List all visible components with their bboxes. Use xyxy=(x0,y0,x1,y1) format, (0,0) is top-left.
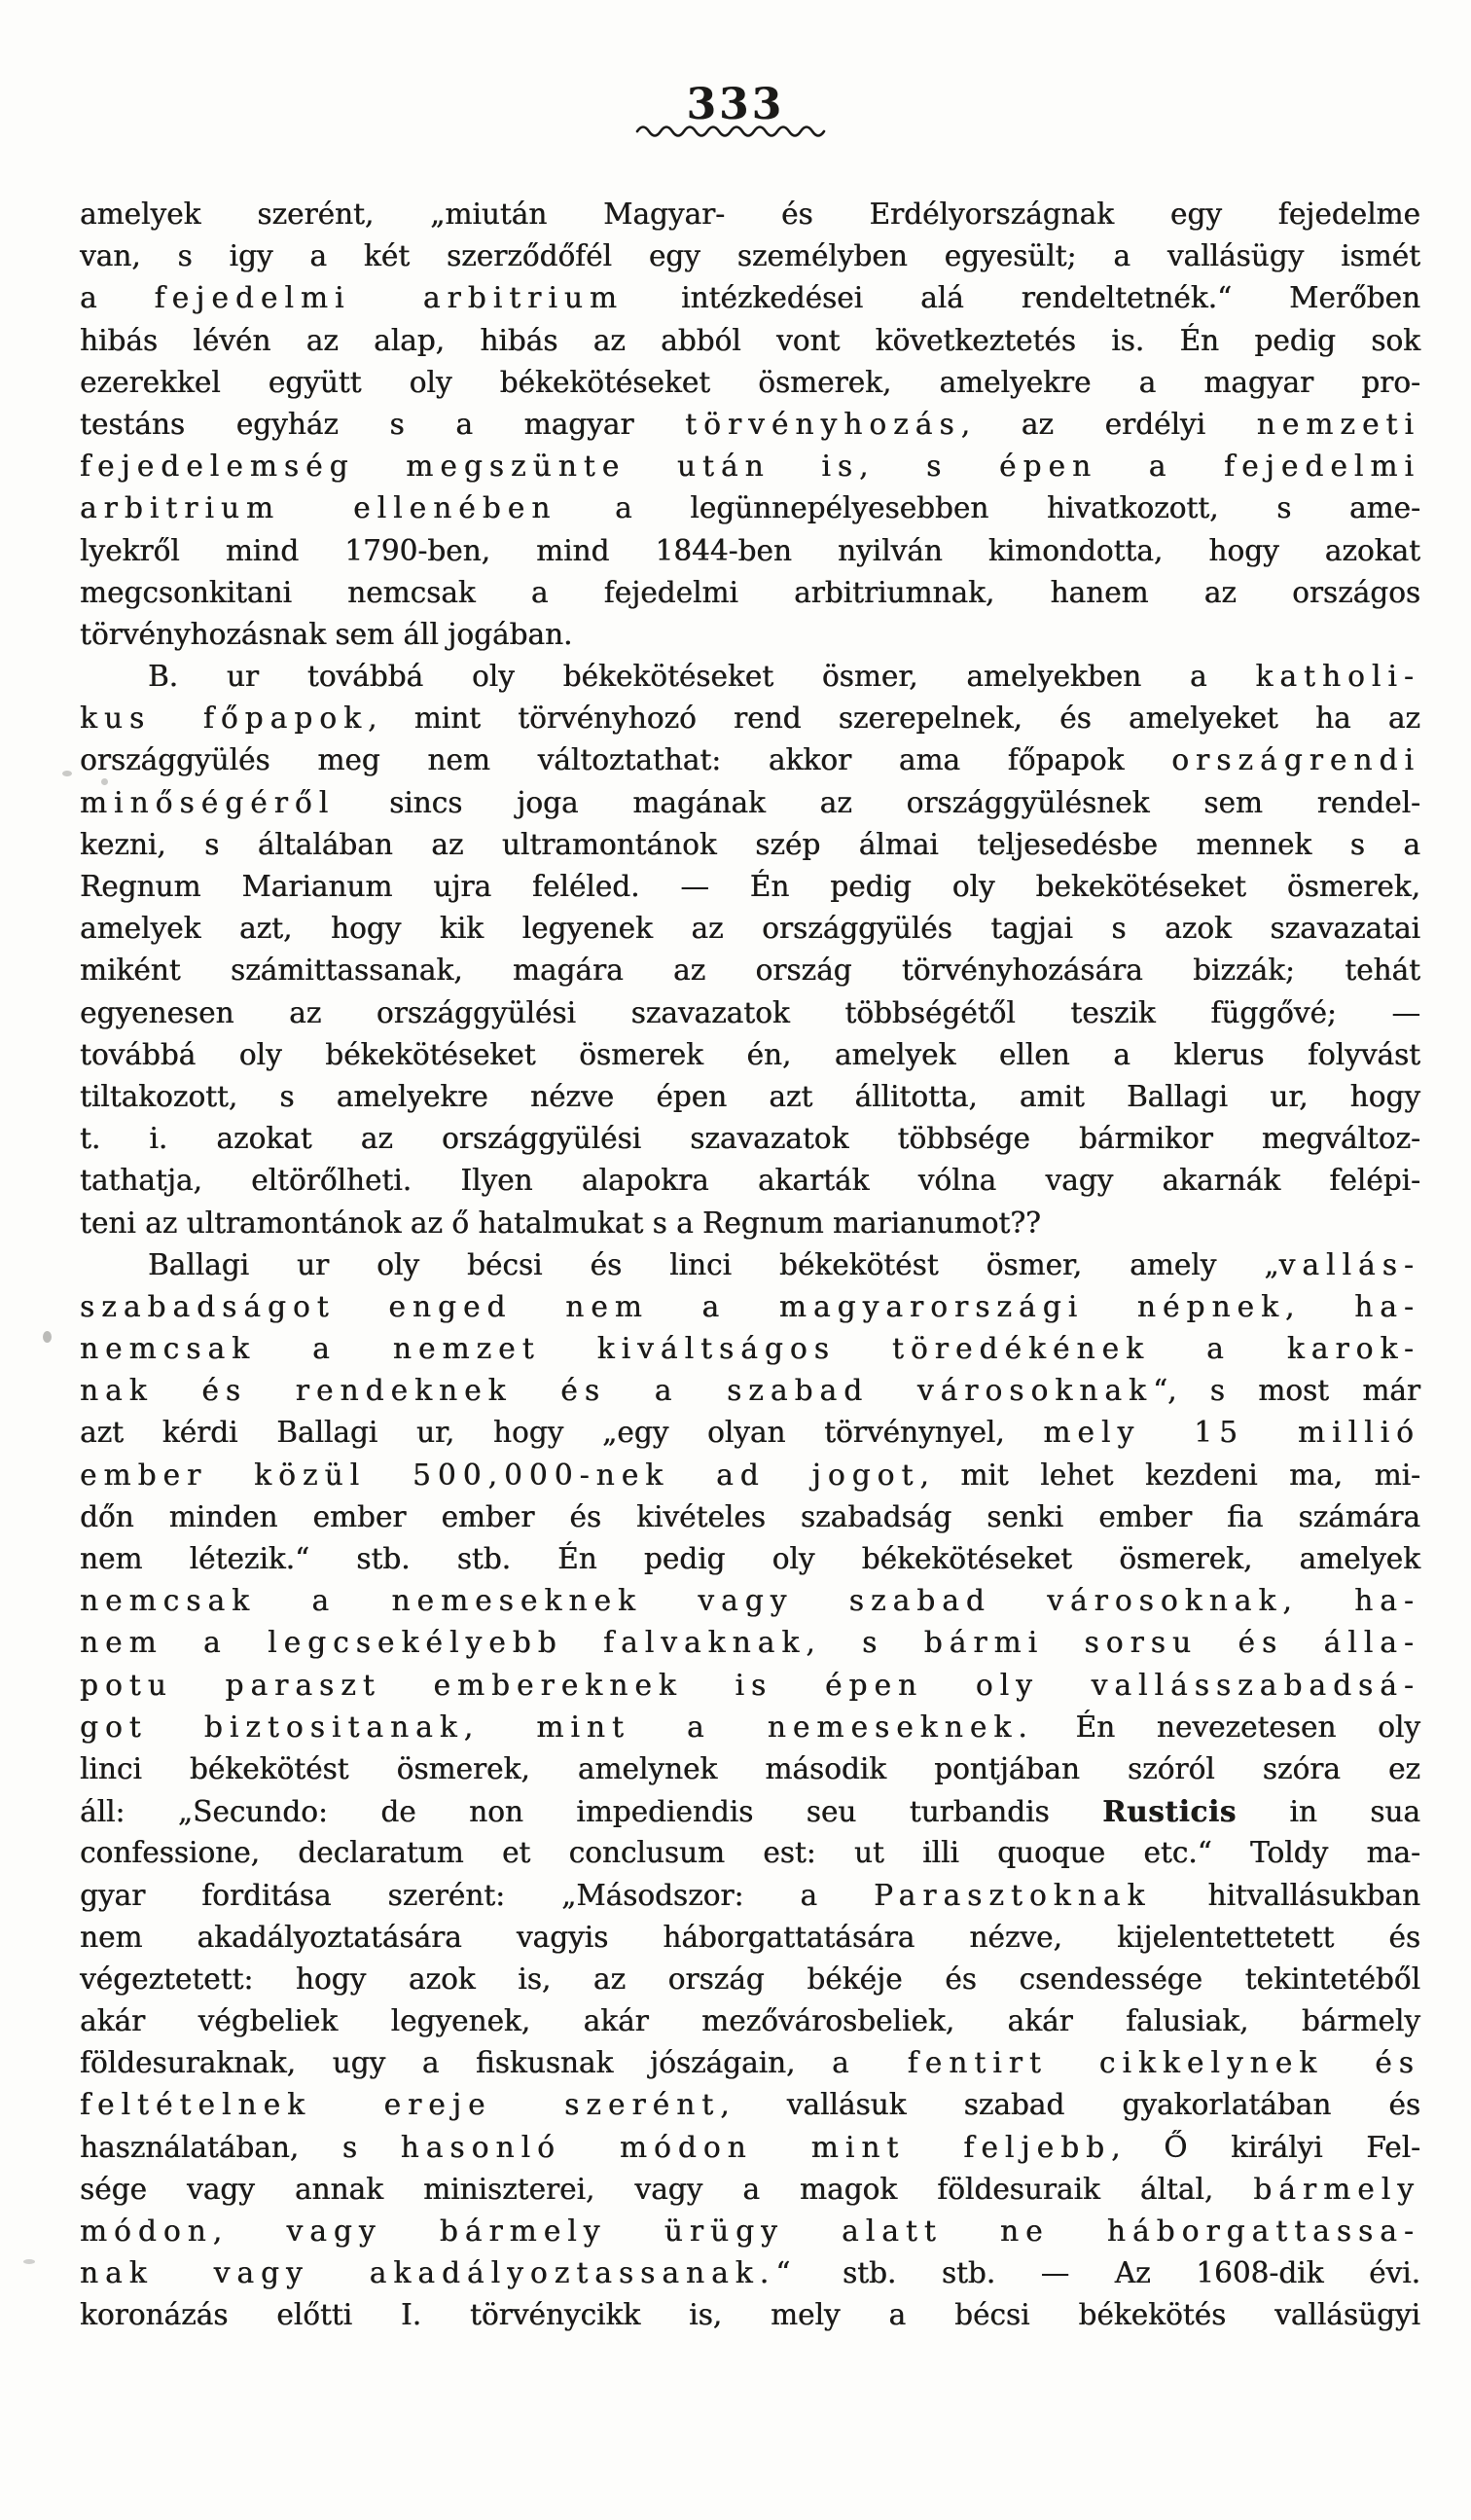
text-line xyxy=(80,992,1420,1034)
text-segment: tiltakozott, s amelyekre nézve épen azt állitotta, amit Ballagi ur, hogy xyxy=(80,1079,1420,1113)
text-line xyxy=(80,614,1420,656)
text-line xyxy=(80,1160,1420,1202)
text-segment: országrendi xyxy=(1171,743,1420,777)
text-segment: nak és rendeknek és a szabad városoknak xyxy=(80,1374,1154,1408)
text-line xyxy=(80,1203,1420,1244)
text-segment: nak vagy akadályoztassanak.“ xyxy=(80,2256,798,2290)
text-segment: dőn minden ember ember és kivételes szabadság senki ember fia számára xyxy=(80,1499,1420,1533)
text-segment: tathatja, eltörőlheti. Ilyen alapokra akarták vólna vagy akarnák felépi- xyxy=(80,1164,1420,1198)
text-line xyxy=(80,1328,1420,1370)
text-segment: országgyülés meg nem változtathat: akkor ama főpapok xyxy=(80,743,1172,777)
text-segment: linci békekötést ösmerek, amelynek második pontjában szóról szóra ez xyxy=(80,1751,1420,1785)
text-segment: nem akadályoztatására vagyis háborgattatására nézve, kijelentettetett és xyxy=(80,1920,1420,1954)
text-segment: a legünnepélyesebben hivatkozott, s ame- xyxy=(556,491,1420,525)
text-line xyxy=(80,1832,1420,1874)
text-line xyxy=(80,446,1420,487)
text-line xyxy=(80,1538,1420,1580)
text-line xyxy=(80,1580,1420,1622)
text-segment: , vallásuk szabad gyakorlatában és xyxy=(720,2088,1420,2122)
text-segment: végeztetett: hogy azok is, az ország békéje és csendessége tekintetéből xyxy=(80,1962,1420,1996)
text-segment: megcsonkitani nemcsak a fejedelmi arbitriumnak, hanem az országos xyxy=(80,575,1420,609)
text-segment: amelyek azt, hogy kik legyenek az országgyülés tagjai s azok szavazatai xyxy=(80,912,1420,946)
text-segment: mely 15 millió xyxy=(1043,1416,1421,1450)
text-line xyxy=(80,1665,1420,1707)
text-segment: Regnum Marianum ujra feléled. — Én pedig oly bekekötéseket ösmerek, xyxy=(80,870,1420,903)
text-segment: intézkedései alá rendeltetnék.“ Merőben xyxy=(624,281,1420,315)
text-segment: teni az ultramontánok az ő hatalmukat s a Regnum marianumot?? xyxy=(80,1206,1041,1240)
text-segment: feltételnek ereje szerént xyxy=(80,2088,721,2122)
text-segment: arbitrium ellenében xyxy=(80,491,557,525)
text-segment: kezni, s általában az ultramontánok szép álmai teljesedésbe mennek s a xyxy=(80,827,1420,861)
text-line xyxy=(80,2042,1420,2084)
text-segment: koronázás előtti I. törvénycikk is, mely a bécsi békekötés vallásügyi xyxy=(80,2298,1420,2332)
text-line xyxy=(80,2211,1420,2252)
text-line xyxy=(80,1076,1420,1118)
text-segment: nemcsak a nemzet kiváltságos töredékének a karok- xyxy=(80,1332,1420,1366)
text-segment: törvényhozás xyxy=(685,407,961,441)
text-line xyxy=(80,1707,1420,1748)
text-segment: got biztositanak, mint a nemeseknek. xyxy=(80,1710,1034,1744)
scan-speck xyxy=(62,771,72,776)
text-segment: azt kérdi Ballagi ur, hogy „egy olyan törvénynyel, xyxy=(80,1416,1044,1450)
text-segment: in sua xyxy=(1236,1795,1420,1829)
text-segment: nemcsak a nemeseknek vagy szabad városoknak, ha- xyxy=(80,1584,1420,1618)
text-segment: használatában, s xyxy=(80,2130,401,2164)
scan-speck xyxy=(43,1331,52,1343)
text-line xyxy=(80,1244,1420,1286)
text-segment: a fentirt cikkelynek és xyxy=(832,2046,1420,2080)
scan-speck xyxy=(101,778,108,785)
wavy-rule-icon xyxy=(635,123,836,144)
scan-speck xyxy=(23,2259,35,2264)
text-line xyxy=(80,530,1420,572)
text-segment: Én nevezetesen oly xyxy=(1033,1710,1420,1744)
text-line xyxy=(80,1496,1420,1538)
text-segment: potu paraszt embereknek is épen oly vallásszabadsá- xyxy=(80,1668,1420,1702)
text-segment: Ballagi ur oly bécsi és linci békekötést ösmer, amely „ xyxy=(148,1247,1279,1281)
text-segment: a xyxy=(80,281,155,315)
text-segment: módon, vagy bármely ürügy alatt ne háborgattassa- xyxy=(80,2214,1420,2248)
text-segment: nem a legcsekélyebb falvaknak, s bármi sorsu és álla- xyxy=(80,1626,1420,1660)
text-segment: amelyek szerént, „miután Magyar- és Erdélyországnak egy fejedelme xyxy=(80,198,1420,231)
text-line xyxy=(80,1118,1420,1160)
text-segment: Rusticis xyxy=(1102,1794,1237,1829)
text-segment: , Ő királyi Fel- xyxy=(1111,2130,1421,2164)
text-line xyxy=(80,950,1420,991)
text-segment: földesuraknak, ugy a fiskusnak jószágain, xyxy=(80,2046,833,2080)
text-line xyxy=(80,194,1420,235)
text-line xyxy=(80,2084,1420,2126)
text-line xyxy=(80,698,1420,739)
text-line xyxy=(80,782,1420,824)
text-line xyxy=(80,1917,1420,1959)
text-line xyxy=(80,866,1420,908)
text-segment: van, s igy a két szerződőfél egy személyben egyesült; a vallásügy ismét xyxy=(80,239,1420,273)
text-segment: lyekről mind 1790-ben, mind 1844-ben nyilván kimondotta, hogy azokat xyxy=(80,533,1420,567)
text-segment: , mint törvényhozó rend szerepelnek, és amelyeket ha az xyxy=(368,702,1420,736)
text-segment: miként számittassanak, magára az ország törvényhozására bizzák; tehát xyxy=(80,954,1420,988)
text-segment: áll: „Secundo: de non impediendis seu turbandis xyxy=(80,1795,1103,1829)
text-line xyxy=(80,2294,1420,2336)
text-line xyxy=(80,1875,1420,1917)
text-segment: sincs joga magának az országgyülésnek sem rendel- xyxy=(335,785,1420,819)
text-segment: vallás- xyxy=(1278,1247,1420,1281)
page-number: 333 xyxy=(686,80,785,129)
text-segment: bármely xyxy=(1253,2172,1420,2206)
text-segment: stb. stb. — Az 1608-dik évi. xyxy=(797,2256,1421,2290)
text-segment: ezerekkel együtt oly békekötéseket ösmerek, amelyekre a magyar pro- xyxy=(80,365,1420,399)
text-line xyxy=(80,1959,1420,2000)
text-line xyxy=(80,2127,1420,2169)
text-line xyxy=(80,235,1420,277)
text-segment: akár végbeliek legyenek, akár mezővárosbeliek, akár falusiak, bármely xyxy=(80,2004,1420,2038)
text-segment: , az erdélyi xyxy=(960,407,1257,441)
text-segment: egyenesen az országgyülési szavazatok többségétől teszik függővé; — xyxy=(80,995,1420,1029)
text-line xyxy=(80,739,1420,781)
text-line xyxy=(80,1370,1420,1412)
text-line xyxy=(80,1412,1420,1454)
text-segment: “, s most már xyxy=(1153,1374,1420,1408)
text-line xyxy=(80,362,1420,404)
text-line xyxy=(80,404,1420,446)
text-line xyxy=(80,1748,1420,1790)
text-segment: katholi- xyxy=(1255,660,1420,694)
text-segment: törvényhozásnak sem áll jogában. xyxy=(80,617,573,651)
text-line xyxy=(80,1622,1420,1664)
text-line xyxy=(80,1034,1420,1076)
text-line xyxy=(80,487,1420,529)
text-segment: minőségéről xyxy=(80,785,336,819)
text-line xyxy=(80,277,1420,319)
text-segment: továbbá oly békekötéseket ösmerek én, amelyek ellen a klerus folyvást xyxy=(80,1037,1420,1071)
text-segment: sége vagy annak miniszterei, vagy a magok földesuraik által, xyxy=(80,2172,1254,2206)
text-line xyxy=(80,2252,1420,2294)
text-segment: hasonló módon mint feljebb xyxy=(400,2130,1112,2164)
text-segment: gyar forditása szerént: „Másodszor: a xyxy=(80,1878,875,1912)
text-line xyxy=(80,1286,1420,1328)
text-line xyxy=(80,572,1420,614)
text-line xyxy=(80,2169,1420,2211)
text-segment: testáns egyház s a magyar xyxy=(80,407,686,441)
text-segment: nem létezik.“ stb. stb. Én pedig oly békekötéseket ösmerek, amelyek xyxy=(80,1542,1420,1575)
text-line xyxy=(80,824,1420,866)
text-segment: confessione, declaratum et conclusum est: ut illi quoque etc.“ Toldy ma- xyxy=(80,1836,1420,1870)
text-segment: nemzeti xyxy=(1256,407,1420,441)
body-text xyxy=(80,194,1420,2337)
text-segment: Parasztoknak xyxy=(874,1878,1152,1912)
text-segment: fejedelmi arbitrium xyxy=(154,281,625,315)
text-segment: B. ur továbbá oly békekötéseket ösmer, amelyekben a xyxy=(148,660,1256,694)
text-segment: szabadságot enged nem a magyarországi népnek, ha- xyxy=(80,1289,1420,1323)
text-segment: , mit lehet kezdeni ma, mi- xyxy=(919,1458,1421,1492)
text-segment: t. i. azokat az országgyülési szavazatok többsége bármikor megváltoz- xyxy=(80,1122,1420,1156)
text-line xyxy=(80,908,1420,950)
text-line xyxy=(80,656,1420,698)
text-segment: kus főpapok xyxy=(80,702,369,736)
text-segment: ember közül 500,000-nek ad jogot xyxy=(80,1458,920,1492)
text-segment: fejedelemség megszünte után is, s épen a fejedelmi xyxy=(80,450,1420,484)
text-segment: hibás lévén az alap, hibás az abból vont következtetés is. Én pedig sok xyxy=(80,323,1420,357)
text-line xyxy=(80,2000,1420,2042)
text-line xyxy=(80,1790,1420,1832)
text-line xyxy=(80,1455,1420,1496)
text-segment: hitvallásukban xyxy=(1151,1878,1420,1912)
text-line xyxy=(80,320,1420,362)
